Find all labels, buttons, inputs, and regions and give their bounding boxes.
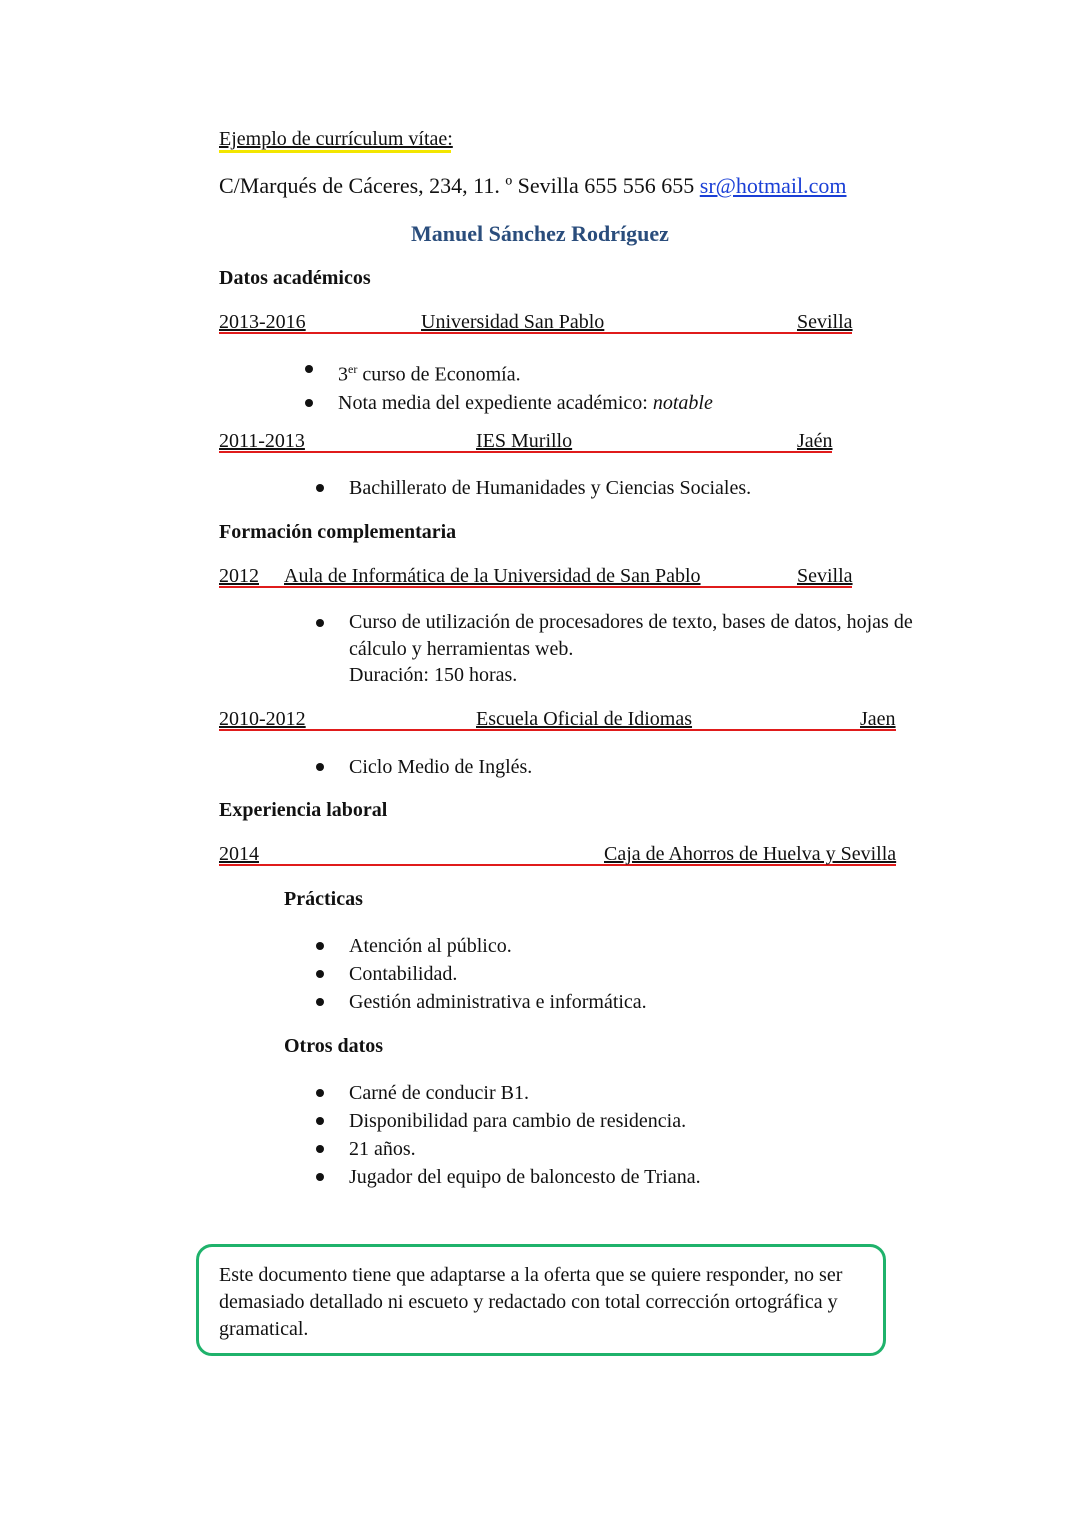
entry-company: Caja de Ahorros de Huelva y Sevilla bbox=[604, 843, 897, 865]
entry-bullets bbox=[316, 753, 532, 781]
list-item bbox=[316, 988, 647, 1016]
bullet-text: Jugador del equipo de baloncesto de Triana. bbox=[349, 1166, 701, 1188]
entry-city: Sevilla bbox=[797, 565, 853, 587]
ordinal-number: 3 bbox=[338, 363, 348, 386]
role-title: Prácticas bbox=[284, 888, 363, 910]
bullet-text: Nota media del expediente académico: bbox=[338, 391, 653, 414]
entry-bullets bbox=[316, 609, 913, 689]
bullet-text: Ciclo Medio de Inglés. bbox=[349, 756, 533, 778]
bullet-icon bbox=[316, 1173, 324, 1181]
bullet-icon bbox=[316, 998, 324, 1006]
list-item bbox=[316, 1135, 701, 1163]
address-text: C/Marqués de Cáceres, 234, 11. º Sevilla 655 556 655 bbox=[219, 173, 695, 198]
bullet-icon bbox=[316, 1089, 324, 1097]
other-bullets bbox=[316, 1079, 701, 1191]
list-item bbox=[316, 932, 647, 960]
list-item bbox=[316, 753, 532, 781]
bullet-icon bbox=[305, 365, 313, 373]
ordinal-suffix: er bbox=[348, 362, 358, 376]
bullet-text: Bachillerato de Humanidades y Ciencias Sociales. bbox=[349, 477, 752, 499]
bullet-icon bbox=[316, 763, 324, 771]
entry-city: Jaen bbox=[860, 708, 896, 730]
bullet-text: 21 años. bbox=[349, 1138, 416, 1160]
bullet-icon bbox=[316, 942, 324, 950]
contact-line bbox=[219, 173, 847, 199]
entry-years: 2014 bbox=[219, 843, 259, 865]
entry-years: 2010-2012 bbox=[219, 708, 306, 730]
entry-years: 2012 bbox=[219, 565, 259, 587]
bullet-text: Gestión administrativa e informática. bbox=[349, 991, 647, 1013]
section-title-academic: Datos académicos bbox=[219, 267, 371, 289]
bullet-icon bbox=[316, 1117, 324, 1125]
list-item bbox=[316, 1163, 701, 1191]
grade-value: notable bbox=[652, 391, 713, 414]
bullet-text: Carné de conducir B1. bbox=[349, 1082, 529, 1104]
bullet-icon bbox=[316, 1145, 324, 1153]
section-title-training: Formación complementaria bbox=[219, 521, 457, 543]
entry-years: 2011-2013 bbox=[219, 430, 305, 452]
note-text: Este documento tiene que adaptarse a la oferta que se quiere responder, no ser demasiado detallado ni escueto y redactado con total corrección ortográfica y gramatical. bbox=[219, 1264, 843, 1340]
section-title-other: Otros datos bbox=[284, 1035, 384, 1057]
entry-institution: Universidad San Pablo bbox=[421, 311, 605, 333]
entry-bullets bbox=[305, 355, 713, 417]
bullet-line: cálculo y herramientas web. bbox=[349, 637, 574, 660]
list-item bbox=[316, 960, 647, 988]
intro-label: Ejemplo de currículum vítae: bbox=[219, 128, 453, 150]
intro-highlight bbox=[219, 150, 451, 153]
bullet-line: Curso de utilización de procesadores de texto, bases de datos, hojas de bbox=[349, 611, 913, 633]
entry-city: Sevilla bbox=[797, 311, 853, 333]
entry-years: 2013-2016 bbox=[219, 311, 306, 333]
list-item bbox=[316, 609, 913, 689]
list-item bbox=[316, 474, 751, 502]
list-item bbox=[305, 389, 713, 417]
experience-bullets bbox=[316, 932, 647, 1016]
list-item bbox=[316, 1107, 701, 1135]
bullet-text: Atención al público. bbox=[349, 935, 512, 957]
bullet-line: Duración: 150 horas. bbox=[349, 664, 518, 686]
bullet-icon bbox=[316, 619, 324, 627]
bullet-text: Contabilidad. bbox=[349, 963, 458, 985]
entry-institution: Escuela Oficial de Idiomas bbox=[476, 708, 693, 730]
bullet-text: curso de Economía. bbox=[362, 363, 521, 386]
bullet-icon bbox=[316, 970, 324, 978]
entry-institution: Aula de Informática de la Universidad de San Pablo bbox=[284, 565, 701, 587]
entry-institution: IES Murillo bbox=[476, 430, 573, 452]
bullet-icon bbox=[305, 399, 313, 407]
email-link[interactable]: sr@hotmail.com bbox=[699, 173, 847, 198]
section-title-experience: Experiencia laboral bbox=[219, 799, 388, 821]
list-item bbox=[316, 1079, 701, 1107]
list-item bbox=[305, 355, 713, 389]
entry-bullets bbox=[316, 474, 751, 502]
candidate-name: Manuel Sánchez Rodríguez bbox=[411, 221, 669, 246]
bullet-icon bbox=[316, 484, 324, 492]
bullet-text: Disponibilidad para cambio de residencia. bbox=[349, 1110, 687, 1132]
entry-city: Jaén bbox=[797, 430, 833, 452]
